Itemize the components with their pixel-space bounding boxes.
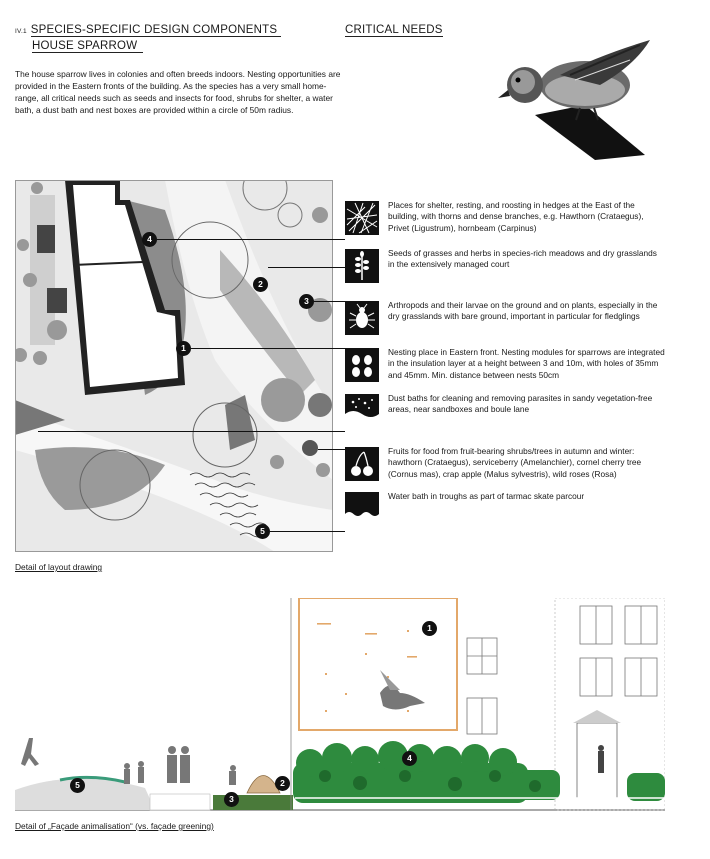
leader-line [157, 239, 345, 240]
title-line2: HOUSE SPARROW [32, 40, 143, 53]
need-item-fruits [345, 447, 665, 485]
eggs-icon [345, 348, 379, 382]
need-item-seeds [345, 249, 665, 287]
need-text: Places for shelter, resting, and roosting in hedges at the East of the building, with thorns and dense branches, e.g. Hawthorn (Crataegus), Privet (Ligustrum), hornbeam (Carpinus) [388, 200, 644, 233]
plan-marker-1: 1 [176, 341, 191, 356]
facade-marker-4: 4 [402, 751, 417, 766]
beetle-icon [345, 301, 379, 335]
need-text: Dust baths for cleaning and removing parasites in sandy vegetation-free areas, near sandboxes and boule lane [388, 393, 653, 415]
leader-line [270, 531, 345, 532]
need-item-dust-bath [345, 394, 665, 432]
title-line1: SPECIES-SPECIFIC DESIGN COMPONENTS [31, 24, 281, 37]
layout-plan [15, 180, 333, 552]
need-text: Seeds of grasses and herbs in species-rich meadows and dry grasslands in the extensively managed court [388, 248, 657, 270]
need-text: Fruits for food from fruit-bearing shrubs/trees in autumn and winter: hawthorn (Crataegus), serviceberry (Amelanchier), cornel cherry tree (Cornus mas), crap apple (Malus sylvestris), wild roses (Rosa) [388, 446, 642, 479]
section-title [15, 24, 281, 36]
need-item-shelter [345, 201, 665, 239]
facade-caption: Detail of „Façade animalisation“ (vs. façade greening) [15, 821, 214, 831]
section-number: IV.1 [15, 28, 27, 35]
plan-marker-3: 3 [299, 294, 314, 309]
plan-marker-5: 5 [255, 524, 270, 539]
facade-marker-1: 1 [422, 621, 437, 636]
need-text: Water bath in troughs as part of tarmac skate parcour [388, 491, 585, 501]
grass-seed-icon [345, 249, 379, 283]
layout-caption: Detail of layout drawing [15, 562, 103, 572]
critical-needs-title: CRITICAL NEEDS [345, 24, 443, 36]
leader-line [191, 348, 345, 349]
leader-line [38, 431, 345, 432]
leader-line [318, 449, 345, 450]
need-text: Arthropods and their larvae on the ground and on plants, especially in the dry grasslands with bare ground, important in particular for fledglings [388, 300, 658, 322]
leader-line [314, 301, 345, 302]
water-bath-icon [345, 492, 379, 526]
need-item-insects [345, 301, 665, 339]
facade-marker-2: 2 [275, 776, 290, 791]
cherries-icon [345, 447, 379, 481]
need-text: Nesting place in Eastern front. Nesting modules for sparrows are integrated in the insulation layer at a height between 3 and 10m, with holes of 35mm and 45mm. Min. distance between nests 50cm [388, 347, 665, 380]
hedge-branches-icon [345, 201, 379, 235]
need-item-nesting [345, 348, 665, 386]
need-item-water-bath [345, 492, 665, 530]
facade-marker-3: 3 [224, 792, 239, 807]
sparrow-illustration [490, 20, 665, 160]
intro-paragraph: The house sparrow lives in colonies and often breeds indoors. Nesting opportunities are provided in the Eastern fronts of the building. As the species has a very small home-range, all critical needs such as seeds and insects for food, shrubs for shelter, a water bath, a dust bath and nest boxes are provided within a circle of 50m radius. [15, 69, 341, 115]
facade-marker-5: 5 [70, 778, 85, 793]
dust-bath-icon [345, 394, 379, 428]
plan-marker-4: 4 [142, 232, 157, 247]
facade-elevation [15, 598, 665, 813]
plan-marker-2: 2 [253, 277, 268, 292]
leader-line [268, 267, 345, 268]
